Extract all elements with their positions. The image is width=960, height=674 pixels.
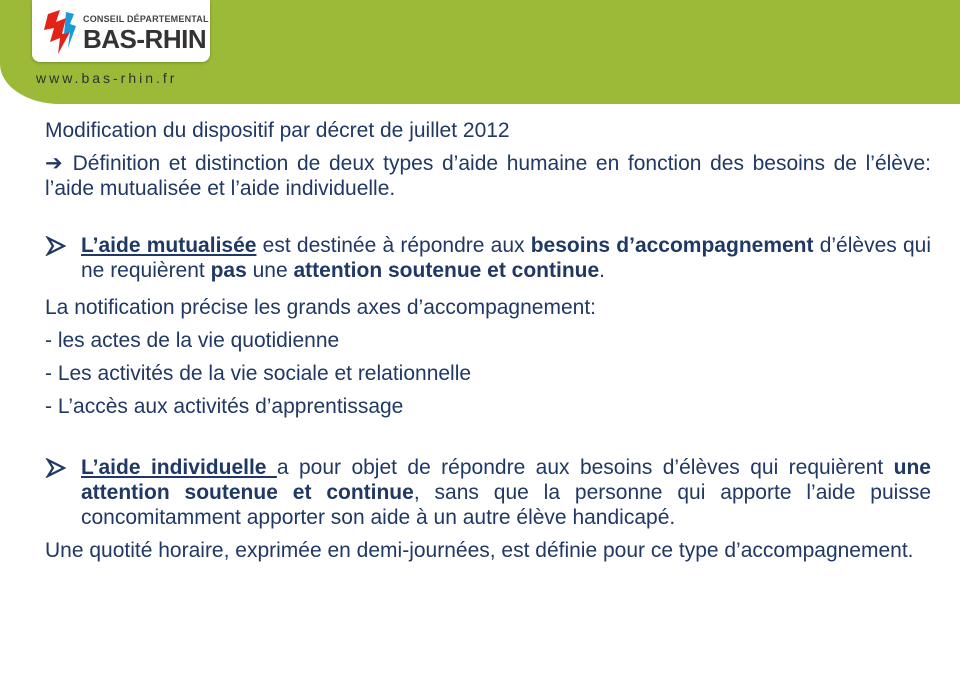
website-url[interactable]: www.bas-rhin.fr: [36, 70, 178, 86]
bullet-aide-individuelle: [45, 455, 931, 530]
closing-paragraph: Une quotité horaire, exprimée en demi-journées, est définie pour ce type d’accompagnement.: [45, 539, 914, 562]
bullet1-t4: .: [599, 259, 606, 282]
bullet2-t2: , sans que la personne qui apporte l’aide puisse concomitamment apporter son aide à un autre élève handicapé.: [81, 481, 931, 529]
bullet2-text: [81, 455, 931, 530]
axe-item: - Les activités de la vie sociale et relationnelle: [45, 362, 472, 385]
intro-paragraph: [45, 151, 931, 201]
arrowhead-bullet-icon: [45, 236, 67, 256]
bullet1-t2: d’élèves qui ne requièrent: [81, 234, 931, 282]
intro-line: Modification du dispositif par décret de juillet 2012: [45, 119, 510, 142]
bullet1-t3: une: [246, 259, 294, 282]
bullet1-b1: besoins d’accompagnement: [530, 234, 814, 257]
axe-item: - les actes de la vie quotidienne: [45, 329, 340, 352]
bullet2-b1: une attention soutenue et continue: [81, 456, 931, 504]
logo-subtitle: CONSEIL DÉPARTEMENTAL: [83, 14, 209, 24]
notification-line: La notification précise les grands axes d’accompagnement:: [45, 296, 596, 319]
logo[interactable]: [32, 0, 210, 62]
bullet1-b3: attention soutenue et continue: [293, 259, 600, 282]
arrowhead-bullet-icon: [45, 458, 67, 478]
logo-title: BAS-RHIN: [83, 24, 207, 54]
axe-item: - L’accès aux activités d’apprentissage: [45, 395, 404, 418]
bullet1-t1: est destinée à répondre aux: [256, 234, 531, 257]
intro-text: Définition et distinction de deux types d’aide humaine en fonction des besoins de l’élève: l’aide mutualisée et l’aide individuelle.: [45, 152, 931, 200]
logo-mark-icon: [40, 8, 80, 56]
bullet1-title: L’aide mutualisée: [81, 234, 257, 257]
arrow-right-icon: ➔: [45, 152, 63, 175]
bullet-aide-mutualisee: [45, 233, 931, 283]
bullet2-title: L’aide individuelle: [81, 456, 277, 479]
bullet2-t1: a pour objet de répondre aux besoins d’élèves qui requièrent: [276, 456, 894, 479]
bullet1-text: [81, 233, 931, 283]
slide-content: [45, 118, 931, 563]
bullet1-b2: pas: [210, 259, 247, 282]
